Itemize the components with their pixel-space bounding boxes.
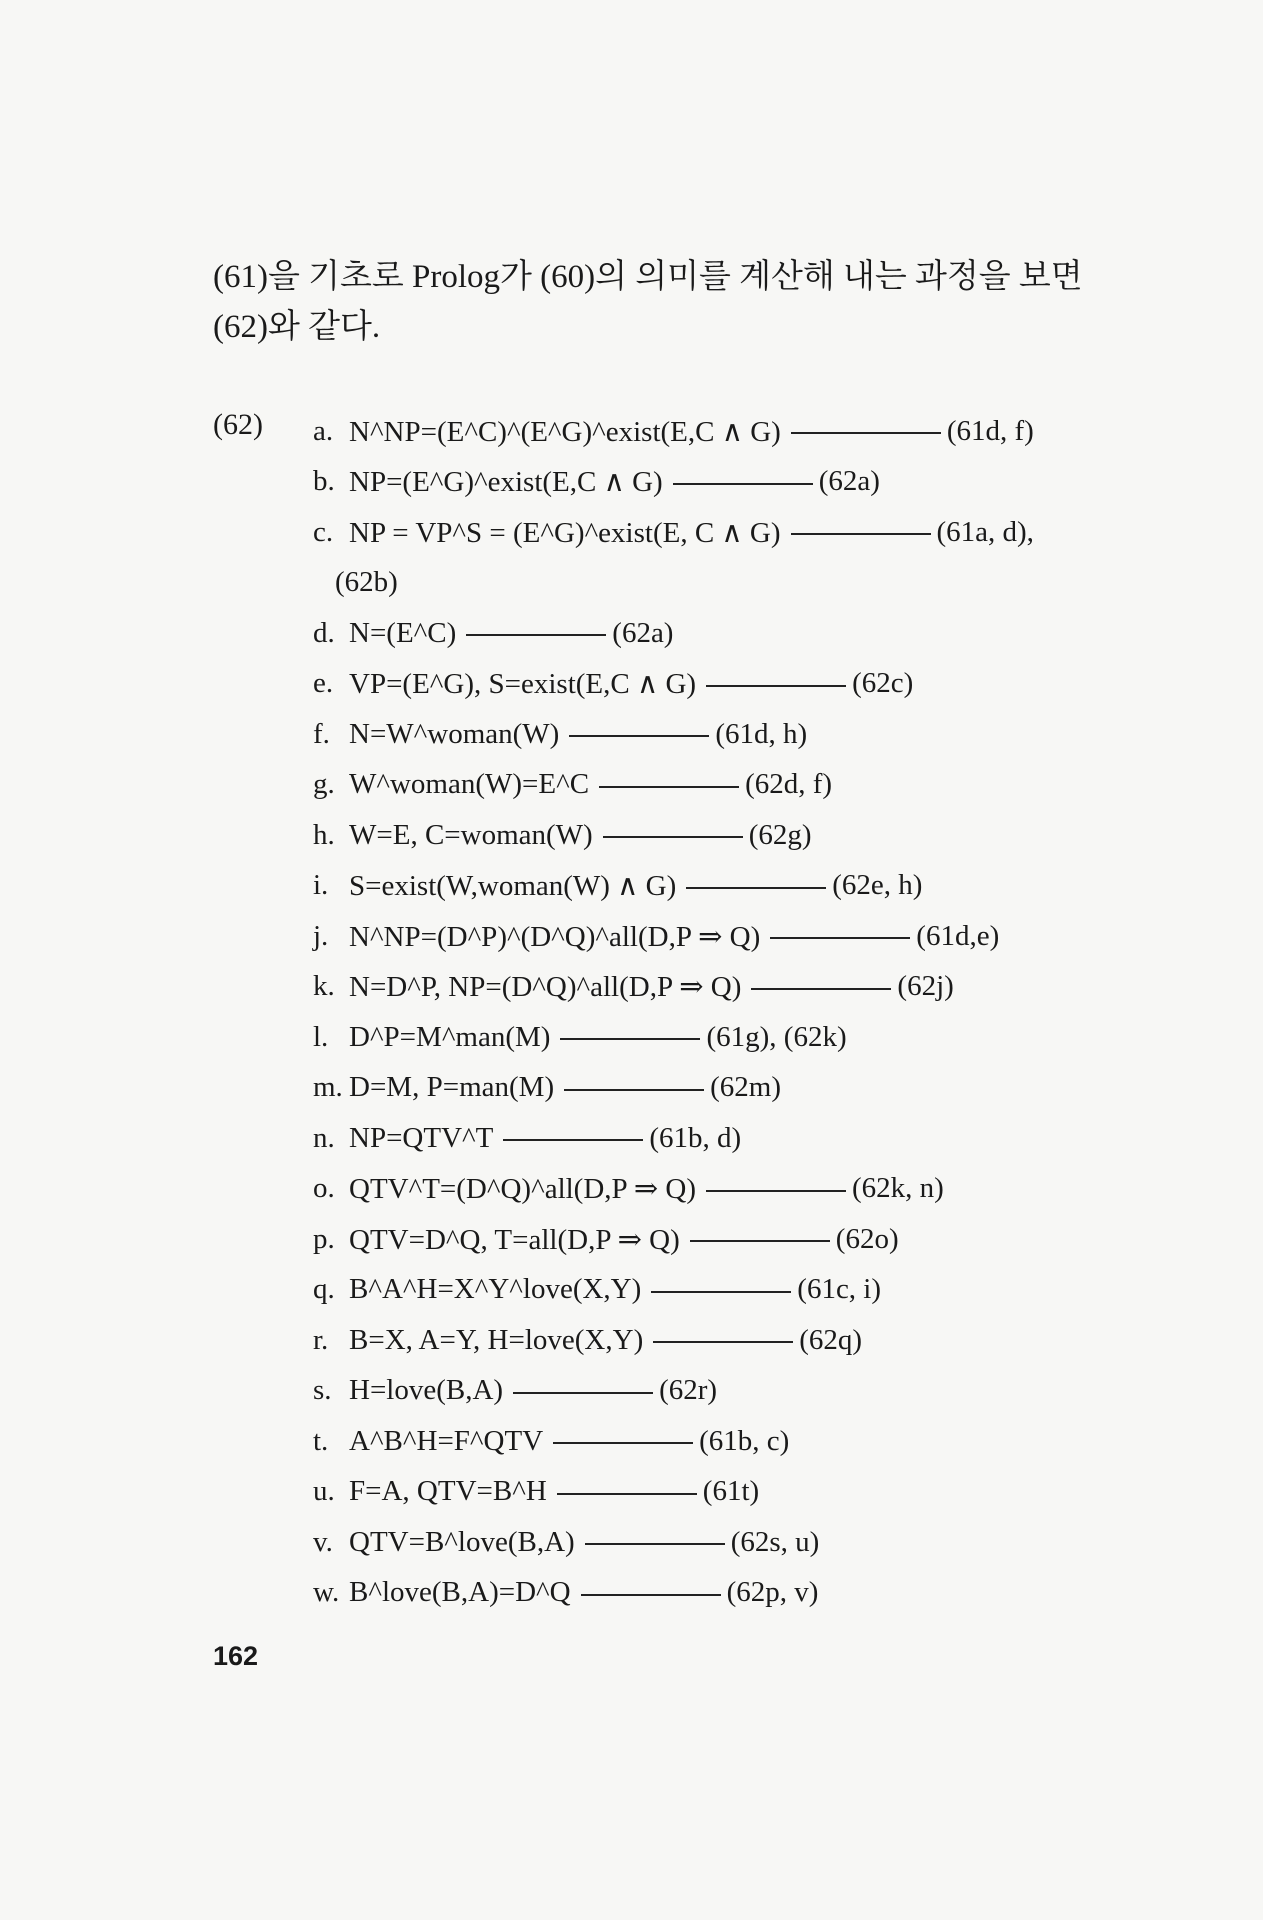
step-expression: N=D^P, NP=(D^Q)^all(D,P ⇒ Q) <box>349 971 742 1004</box>
step-expression: B^A^H=X^Y^love(X,Y) <box>349 1273 642 1306</box>
step-label: j. <box>313 919 329 952</box>
intro-line-2: (62)와 같다. <box>213 309 381 345</box>
step-reference: (62g) <box>748 818 812 851</box>
derivation-step <box>313 760 1113 811</box>
step-expression: N^NP=(D^P)^(D^Q)^all(D,P ⇒ Q) <box>349 920 761 953</box>
example-number: (62) <box>213 408 263 441</box>
step-label: h. <box>313 818 335 851</box>
step-reference: (62p, v) <box>726 1576 819 1609</box>
step-expression: W=E, C=woman(W) <box>349 818 593 851</box>
leader-line <box>706 685 846 687</box>
leader-line <box>603 836 743 838</box>
leader-line <box>513 1392 653 1394</box>
step-reference: (61b, c) <box>699 1424 790 1457</box>
derivation-step <box>313 1265 1113 1316</box>
step-label: n. <box>313 1121 335 1154</box>
step-expression: QTV^T=(D^Q)^all(D,P ⇒ Q) <box>349 1173 696 1206</box>
step-reference: (62s, u) <box>730 1525 820 1558</box>
derivation-step <box>313 962 1113 1013</box>
leader-line <box>686 887 826 889</box>
step-expression: (62b) <box>335 566 398 599</box>
derivation-step <box>313 911 1113 962</box>
leader-line <box>564 1089 704 1091</box>
page-number: 162 <box>213 1641 259 1671</box>
step-expression: N=(E^C) <box>349 616 457 649</box>
step-label: o. <box>313 1172 335 1205</box>
derivation-step <box>313 1416 1113 1467</box>
leader-line <box>466 634 606 636</box>
leader-line <box>581 1594 721 1596</box>
step-expression: NP=(E^G)^exist(E,C ∧ G) <box>349 466 663 499</box>
derivation-step <box>313 1366 1113 1417</box>
leader-line <box>651 1291 791 1293</box>
step-expression: NP = VP^S = (E^G)^exist(E, C ∧ G) <box>349 516 781 549</box>
step-reference: (62c) <box>852 667 914 700</box>
step-reference: (61g), (62k) <box>706 1020 847 1053</box>
step-label: f. <box>313 717 330 750</box>
step-reference: (61c, i) <box>797 1273 882 1306</box>
leader-line <box>770 937 910 939</box>
leader-line <box>690 1240 830 1242</box>
step-expression: D=M, P=man(M) <box>349 1071 555 1104</box>
step-label: v. <box>313 1525 333 1558</box>
leader-line <box>503 1139 643 1141</box>
step-label: s. <box>313 1374 332 1407</box>
derivation-step <box>313 507 1113 558</box>
step-reference: (62j) <box>897 970 954 1003</box>
step-label: k. <box>313 970 335 1003</box>
step-label: m. <box>313 1071 343 1104</box>
step-reference: (61d, f) <box>946 414 1034 447</box>
step-reference: (62e, h) <box>832 869 923 902</box>
step-label: c. <box>313 515 334 548</box>
step-label: u. <box>313 1475 335 1508</box>
step-reference: (62a) <box>818 465 880 498</box>
step-reference: (61d,e) <box>916 919 1000 952</box>
derivation-step <box>313 1164 1113 1215</box>
step-reference: (62m) <box>710 1071 781 1104</box>
derivation-step <box>313 1315 1113 1366</box>
intro-paragraph <box>213 252 1103 352</box>
step-label: t. <box>313 1424 329 1457</box>
step-expression: B=X, A=Y, H=love(X,Y) <box>349 1323 644 1356</box>
derivation-step <box>313 1113 1113 1164</box>
derivation-step <box>313 1568 1113 1619</box>
step-reference: (62d, f) <box>745 768 833 801</box>
derivation-step <box>313 810 1113 861</box>
leader-line <box>673 483 813 485</box>
step-expression: QTV=D^Q, T=all(D,P ⇒ Q) <box>349 1223 680 1256</box>
leader-line <box>751 988 891 990</box>
step-expression: D^P=M^man(M) <box>349 1020 551 1053</box>
leader-line <box>553 1442 693 1444</box>
step-expression: F=A, QTV=B^H <box>349 1475 547 1508</box>
step-label: i. <box>313 869 329 902</box>
leader-line <box>653 1341 793 1343</box>
step-reference: (62r) <box>659 1374 718 1407</box>
derivation-step <box>313 1214 1113 1265</box>
step-expression: W^woman(W)=E^C <box>349 768 590 801</box>
step-reference: (61t) <box>702 1475 760 1508</box>
derivation-step <box>313 1063 1113 1114</box>
derivation-step <box>313 1012 1113 1063</box>
step-reference: (62a) <box>612 616 674 649</box>
derivation-step <box>313 1517 1113 1568</box>
leader-line <box>585 1543 725 1545</box>
step-label: a. <box>313 414 334 447</box>
step-label: q. <box>313 1273 335 1306</box>
derivation-step <box>313 457 1113 508</box>
step-expression: VP=(E^G), S=exist(E,C ∧ G) <box>349 668 697 701</box>
derivation-step <box>313 659 1113 710</box>
derivation-step <box>313 558 1113 609</box>
step-expression: NP=QTV^T <box>349 1121 494 1154</box>
step-expression: B^love(B,A)=D^Q <box>349 1576 571 1609</box>
step-label: d. <box>313 616 335 649</box>
step-label: p. <box>313 1222 335 1255</box>
step-label: g. <box>313 768 335 801</box>
step-reference: (62k, n) <box>851 1172 944 1205</box>
derivation-step <box>313 608 1113 659</box>
leader-line <box>557 1493 697 1495</box>
step-expression: S=exist(W,woman(W) ∧ G) <box>349 870 677 903</box>
derivation-step <box>313 861 1113 912</box>
leader-line <box>791 533 931 535</box>
step-reference: (61d, h) <box>715 717 808 750</box>
step-expression: H=love(B,A) <box>349 1374 504 1407</box>
leader-line <box>569 735 709 737</box>
step-label: r. <box>313 1323 329 1356</box>
step-label: b. <box>313 465 335 498</box>
step-label: e. <box>313 667 334 700</box>
leader-line <box>706 1190 846 1192</box>
intro-line-1: (61)을 기초로 Prolog가 (60)의 의미를 계산해 내는 과정을 보면 <box>213 259 1083 295</box>
step-reference: (62q) <box>799 1323 863 1356</box>
derivation-step <box>313 406 1113 457</box>
step-expression: N=W^woman(W) <box>349 717 560 750</box>
step-label: l. <box>313 1020 329 1053</box>
step-expression: QTV=B^love(B,A) <box>349 1525 575 1558</box>
step-expression: N^NP=(E^C)^(E^G)^exist(E,C ∧ G) <box>349 415 781 448</box>
derivation-list <box>313 406 1113 1618</box>
step-label: w. <box>313 1576 340 1609</box>
derivation-step <box>313 1467 1113 1518</box>
leader-line <box>560 1038 700 1040</box>
step-expression: A^B^H=F^QTV <box>349 1424 544 1457</box>
leader-line <box>791 432 941 434</box>
leader-line <box>599 786 739 788</box>
step-reference: (61a, d), <box>936 515 1034 548</box>
step-reference: (61b, d) <box>649 1121 742 1154</box>
step-reference: (62o) <box>835 1222 899 1255</box>
derivation-step <box>313 709 1113 760</box>
